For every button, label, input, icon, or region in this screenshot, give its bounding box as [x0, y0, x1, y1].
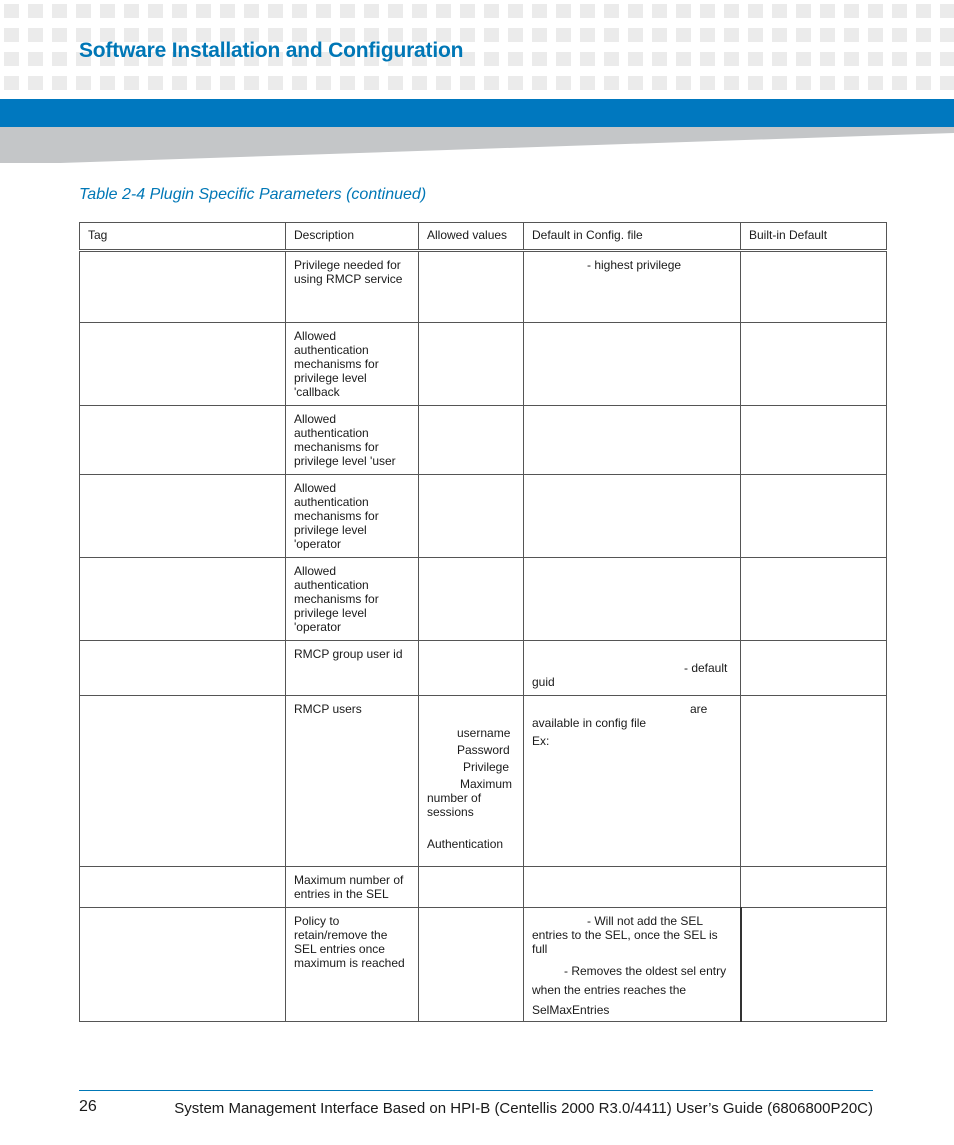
tag-cell — [80, 475, 286, 558]
header-dot — [316, 4, 331, 18]
column-header: Built-in Default — [741, 223, 887, 251]
header-dot — [940, 52, 954, 66]
tag-cell — [80, 558, 286, 641]
header-dot — [292, 76, 307, 90]
header-dot — [676, 76, 691, 90]
builtin-default-cell — [741, 406, 887, 475]
default-config-cell — [524, 641, 741, 696]
header-dot — [652, 4, 667, 18]
tag-cell — [80, 696, 286, 867]
column-header: Allowed values — [419, 223, 524, 251]
tag-cell — [80, 406, 286, 475]
table-caption: Table 2-4 Plugin Specific Parameters (continued) — [79, 186, 427, 203]
header-dot — [412, 76, 427, 90]
default-line: SelMaxEntries — [532, 1003, 610, 1017]
builtin-default-cell — [741, 867, 887, 908]
header-dot — [124, 76, 139, 90]
header-dot — [652, 52, 667, 66]
header-dot — [436, 76, 451, 90]
header-dot — [940, 4, 954, 18]
description-cell: Allowed authentication mechanisms for privilege level 'operator — [286, 475, 419, 558]
header-dot — [580, 76, 595, 90]
header-dot — [508, 28, 523, 42]
allowed-value: Maximum — [460, 777, 513, 791]
header-dot — [100, 4, 115, 18]
allowed-value: username — [457, 726, 511, 740]
description-cell: Privilege needed for using RMCP service — [286, 251, 419, 323]
allowed-values-cell — [419, 475, 524, 558]
default-config-cell — [524, 908, 741, 1022]
header-dot — [580, 28, 595, 42]
table-row — [80, 251, 887, 323]
header-dot — [724, 76, 739, 90]
header-dot — [556, 28, 571, 42]
header-grey-swoosh — [0, 127, 954, 163]
header-dot — [484, 4, 499, 18]
page-title: Software Installation and Configuration — [79, 39, 464, 62]
tag-cell — [80, 641, 286, 696]
allowed-value: number of sessions — [427, 791, 482, 819]
table-row — [80, 406, 887, 475]
header-dot — [796, 52, 811, 66]
header-dot — [292, 4, 307, 18]
table-row — [80, 696, 887, 867]
allowed-values-cell — [419, 558, 524, 641]
header-dot — [484, 76, 499, 90]
header-dot — [4, 4, 19, 18]
header-dot — [220, 76, 235, 90]
builtin-default-cell — [741, 908, 887, 1022]
header-dot — [916, 76, 931, 90]
header-dot — [892, 76, 907, 90]
header-dot — [820, 4, 835, 18]
header-dot — [628, 52, 643, 66]
header-dot — [532, 52, 547, 66]
default-config-cell — [524, 251, 741, 323]
default-line: Ex: — [532, 734, 550, 748]
header-dot — [748, 4, 763, 18]
header-dot — [868, 52, 883, 66]
header-dot — [364, 76, 379, 90]
header-dot — [844, 76, 859, 90]
header-dot — [940, 28, 954, 42]
table-row — [80, 475, 887, 558]
table-row — [80, 323, 887, 406]
header-dot — [52, 28, 67, 42]
header-dot — [28, 28, 43, 42]
default-line: - highest privilege — [587, 258, 682, 272]
table-row — [80, 867, 887, 908]
header-dot — [100, 76, 115, 90]
footer-rule — [79, 1090, 873, 1091]
header-dot — [484, 52, 499, 66]
default-config-cell — [524, 475, 741, 558]
header-dot — [796, 28, 811, 42]
tag-cell — [80, 908, 286, 1022]
header-dot — [820, 52, 835, 66]
header-dot — [532, 4, 547, 18]
header-dot — [316, 76, 331, 90]
header-dot — [124, 4, 139, 18]
description-cell: RMCP users — [286, 696, 419, 867]
allowed-values-cell — [419, 323, 524, 406]
allowed-value: Password — [457, 743, 510, 757]
header-dot — [868, 28, 883, 42]
description-cell: Allowed authentication mechanisms for privilege level 'user — [286, 406, 419, 475]
header-dot — [676, 4, 691, 18]
header-dot — [724, 28, 739, 42]
header-dot — [484, 28, 499, 42]
header-dot — [364, 4, 379, 18]
header-dot — [388, 76, 403, 90]
default-line: guid — [532, 675, 555, 689]
header-dot — [868, 76, 883, 90]
header-dot — [76, 4, 91, 18]
header-dot — [772, 4, 787, 18]
header-dot — [844, 52, 859, 66]
header-dot — [892, 52, 907, 66]
header-dot — [700, 28, 715, 42]
header-dot — [76, 76, 91, 90]
header-dot — [724, 52, 739, 66]
default-config-cell — [524, 696, 741, 867]
tag-cell — [80, 251, 286, 323]
default-line: - Will not add the SEL — [587, 914, 704, 928]
default-line: available in config file — [532, 716, 647, 730]
allowed-values-cell — [419, 406, 524, 475]
header-dot — [652, 28, 667, 42]
header-dot — [844, 4, 859, 18]
description-cell: Allowed authentication mechanisms for privilege level 'operator — [286, 558, 419, 641]
page-number: 26 — [79, 1098, 97, 1115]
header-dot — [796, 76, 811, 90]
header-dot — [844, 28, 859, 42]
header-dot — [508, 4, 523, 18]
header-dot — [772, 52, 787, 66]
header-dot — [772, 28, 787, 42]
header-dot — [772, 76, 787, 90]
default-line: when the entries reaches the — [532, 983, 687, 997]
header-dot — [940, 76, 954, 90]
header-dot — [604, 4, 619, 18]
header-dot — [748, 76, 763, 90]
allowed-values-cell — [419, 641, 524, 696]
header-dot — [28, 52, 43, 66]
header-dot — [388, 4, 403, 18]
allowed-values-cell — [419, 251, 524, 323]
tag-cell — [80, 867, 286, 908]
header-dot — [148, 76, 163, 90]
header-dot — [676, 52, 691, 66]
description-cell: Policy to retain/remove the SEL entries once maximum is reached — [286, 908, 419, 1022]
header-dot — [28, 76, 43, 90]
table-row — [80, 908, 887, 1022]
header-dot — [868, 4, 883, 18]
header-dot — [244, 4, 259, 18]
header-dot — [724, 4, 739, 18]
header-dot — [196, 4, 211, 18]
header-dot — [508, 52, 523, 66]
column-header: Tag — [80, 223, 286, 251]
header-dot — [4, 76, 19, 90]
builtin-default-cell — [741, 696, 887, 867]
default-config-cell — [524, 558, 741, 641]
header-dot — [700, 52, 715, 66]
header-dot — [460, 76, 475, 90]
header-dot — [532, 76, 547, 90]
header-dot — [580, 52, 595, 66]
builtin-default-cell — [741, 558, 887, 641]
plugin-parameters-table — [79, 222, 887, 1022]
header-dot — [148, 4, 163, 18]
header-dot — [220, 4, 235, 18]
description-cell: Maximum number of entries in the SEL — [286, 867, 419, 908]
header-dot — [340, 4, 355, 18]
header-dot — [52, 52, 67, 66]
default-line: are — [690, 702, 708, 716]
header-dot — [580, 4, 595, 18]
description-cell: RMCP group user id — [286, 641, 419, 696]
header-dot — [244, 76, 259, 90]
default-config-cell — [524, 867, 741, 908]
header-dot — [604, 76, 619, 90]
allowed-value: Privilege — [463, 760, 510, 774]
header-dot — [628, 76, 643, 90]
header-dot — [916, 4, 931, 18]
header-dot — [604, 52, 619, 66]
header-dot — [628, 4, 643, 18]
default-config-cell — [524, 406, 741, 475]
header-dot — [172, 76, 187, 90]
header-dot — [556, 76, 571, 90]
allowed-values-cell — [419, 908, 524, 1022]
header-dot — [700, 4, 715, 18]
header-dot — [820, 28, 835, 42]
allowed-value: Authentication — [427, 837, 504, 851]
header-dot — [532, 28, 547, 42]
builtin-default-cell — [741, 251, 887, 323]
header-dot — [436, 4, 451, 18]
header-dot — [460, 4, 475, 18]
header-dot — [916, 28, 931, 42]
header-dot — [748, 52, 763, 66]
header-dot — [268, 4, 283, 18]
default-config-cell — [524, 323, 741, 406]
header-dot — [52, 4, 67, 18]
allowed-values-cell — [419, 867, 524, 908]
tag-cell — [80, 323, 286, 406]
column-header: Description — [286, 223, 419, 251]
header-dot — [340, 76, 355, 90]
header-dot — [748, 28, 763, 42]
header-dot — [508, 76, 523, 90]
header-dot — [652, 76, 667, 90]
description-cell: Allowed authentication mechanisms for privilege level 'callback — [286, 323, 419, 406]
footer-document-title: System Management Interface Based on HPI-B (Centellis 2000 R3.0/4411) User’s Guide (6806800P20C) — [174, 1100, 873, 1117]
default-line: - Removes the oldest sel entry — [564, 964, 727, 978]
header-dot — [676, 28, 691, 42]
header-dot — [700, 76, 715, 90]
default-line: - default — [684, 661, 728, 675]
builtin-default-cell — [741, 475, 887, 558]
builtin-default-cell — [741, 323, 887, 406]
header-dot — [4, 52, 19, 66]
header-dot — [28, 4, 43, 18]
header-dot — [916, 52, 931, 66]
table-header-row — [80, 223, 887, 251]
table-row — [80, 641, 887, 696]
default-line: entries to the SEL, once the SEL is full — [532, 928, 718, 956]
header-dot — [52, 76, 67, 90]
header-dot — [412, 4, 427, 18]
header-dot — [892, 28, 907, 42]
header-dot — [820, 76, 835, 90]
header-dot — [268, 76, 283, 90]
header-dot — [628, 28, 643, 42]
header-dot — [796, 4, 811, 18]
header-dot — [556, 52, 571, 66]
header-dot — [4, 28, 19, 42]
allowed-values-cell — [419, 696, 524, 867]
builtin-default-cell — [741, 641, 887, 696]
table-row — [80, 558, 887, 641]
header-dot — [556, 4, 571, 18]
column-header: Default in Config. file — [524, 223, 741, 251]
header-dot — [604, 28, 619, 42]
header-dot — [892, 4, 907, 18]
header-dot — [196, 76, 211, 90]
header-blue-band — [0, 99, 954, 127]
header-dot — [172, 4, 187, 18]
